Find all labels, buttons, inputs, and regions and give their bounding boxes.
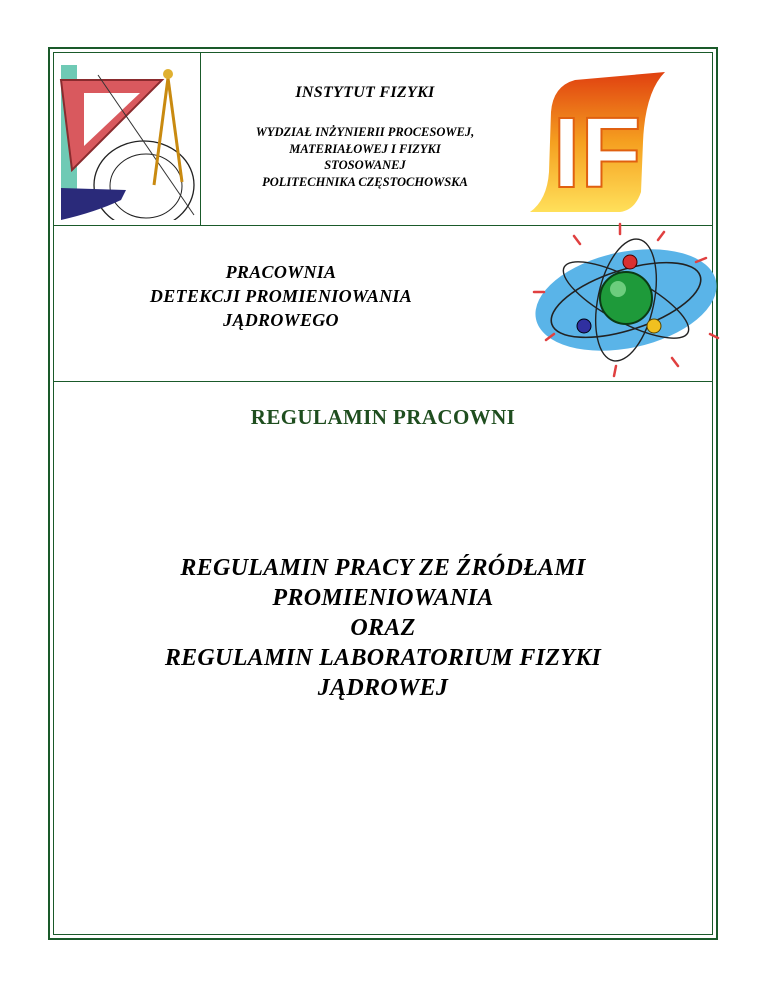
atom-icon <box>524 222 720 380</box>
regulations-heading: REGULAMIN PRACOWNI <box>250 405 516 429</box>
department-line: STOSOWANEJ <box>324 158 406 172</box>
document-title-line: REGULAMIN PRACY ZE ŹRÓDŁAMI <box>180 555 586 581</box>
lab-name <box>96 260 466 332</box>
lab-name-line: JĄDROWEGO <box>223 310 339 330</box>
document-title-line: REGULAMIN LABORATORIUM FIZYKI <box>164 645 602 671</box>
lab-divider <box>53 381 713 382</box>
department-line: POLITECHNIKA CZĘSTOCHOWSKA <box>262 174 468 189</box>
document-title <box>53 553 713 703</box>
if-logo-text: IF <box>552 97 642 209</box>
institute-name: INSTYTUT FIZYKI <box>295 84 435 101</box>
drafting-tools-icon <box>56 60 196 220</box>
lab-name-line: PRACOWNIA <box>225 262 337 282</box>
lab-name-line: DETEKCJI PROMIENIOWANIA <box>149 286 413 306</box>
document-title-line: ORAZ <box>350 615 416 641</box>
document-title-line: JĄDROWEJ <box>317 675 449 701</box>
department-line: WYDZIAŁ INŻYNIERII PROCESOWEJ, <box>255 125 475 139</box>
document-title-line: PROMIENIOWANIA <box>272 585 494 611</box>
if-logo-icon <box>525 72 670 214</box>
department-name <box>200 124 530 190</box>
department-line: MATERIAŁOWEJ I FIZYKI <box>289 141 441 156</box>
